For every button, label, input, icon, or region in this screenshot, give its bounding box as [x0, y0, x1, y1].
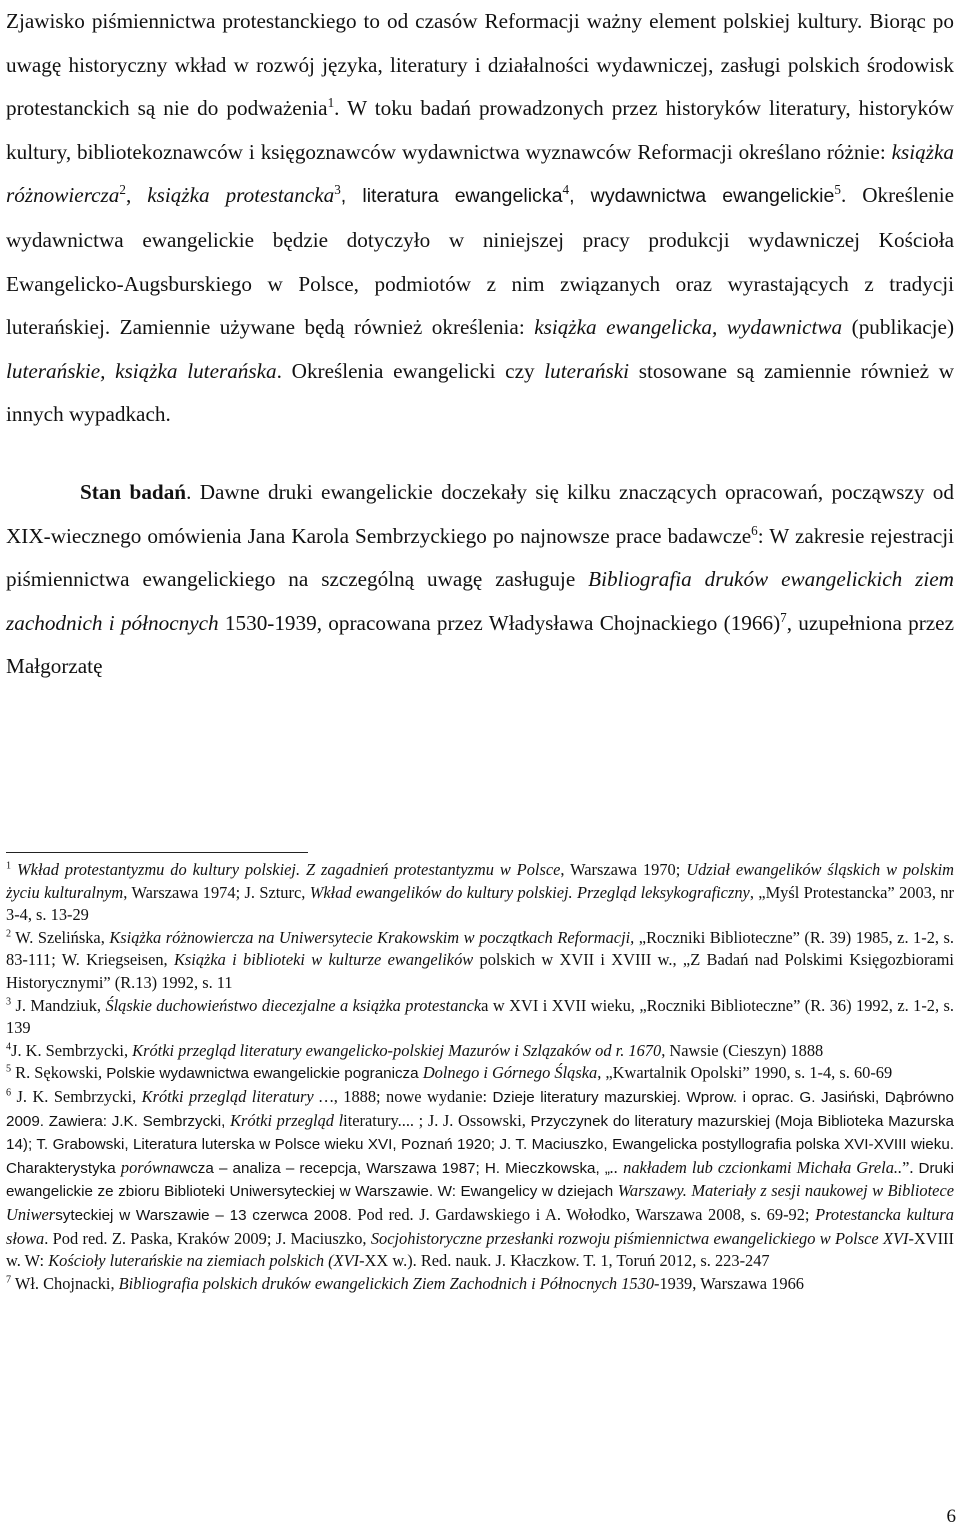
footnote-ref-1[interactable]: 1 [327, 95, 335, 111]
italic-term: luterańskie, książka luterańska [6, 358, 277, 383]
footnote-7 [6, 1273, 954, 1296]
text-span: . Pod red. Z. Paska, Kraków 2009; J. Maciuszko, [44, 1228, 371, 1248]
footnote-2 [6, 927, 954, 995]
italic-title: Wkład ewangelików do kultury polskiej. Przegląd leksykograficzny [309, 882, 750, 902]
footnote-6 [6, 1086, 954, 1273]
text-span: W. Szelińska, [11, 927, 110, 947]
text-span: , Warszawa 1970; [560, 860, 687, 879]
italic-term: książka protestancka [147, 183, 335, 208]
footnote-ref-6[interactable]: 6 [751, 522, 758, 538]
text-span: Dzieje literatury mazurskiej. Wprow. i oprac. G. Jasiński, Dąbrówno 2009. Zawiera: J.K. Sembrzycki, [6, 1088, 955, 1130]
main-text [6, 0, 954, 689]
footnote-separator [6, 852, 308, 853]
italic-title: Protestancka kultura słowa [6, 1204, 954, 1248]
paragraph-definitions [6, 0, 954, 437]
text-span: : W zakresie rejestracji piśmiennictwa ewangelickiego na szczególną uwagę zasługuje [6, 523, 954, 592]
text-span: 1530-1939, opracowana przez Władysława Chojnackiego (1966) [218, 610, 781, 635]
text-span: Przyczynek do literatury mazurskiej (Moja Biblioteka Mazurska 14); T. Grabowski, Literatura luterska w Polsce wieku XVI, Poznań 1920; J. T. Maciuszko, Ewangelicka postyllografia polska XVI-XVIII wieku. Charakterystyka [6, 1112, 954, 1177]
footnotes [6, 859, 954, 1295]
text-span: . Określenia ewangelicki czy [276, 358, 545, 383]
text-span: Pod red. J. Gardawskiego i A. Wołodko, Warszawa 2008, s. 69-92; [351, 1204, 816, 1224]
text-span: , Nawsie (Cieszyn) 1888 [661, 1040, 824, 1060]
text-span: ”. [902, 1157, 919, 1177]
page-content [6, 0, 955, 1293]
text-span: , [125, 183, 148, 208]
italic-title: .. nakładem lub czcionkami Michała Grela.. [609, 1157, 903, 1177]
italic-title: Bibliografia druków ewangelickich ziem zachodnich i północnych [6, 567, 954, 635]
footnote-number: 1 [6, 860, 12, 872]
text-span: , literatura ewangelicka [340, 185, 563, 208]
text-span: 1939, Warszawa 1966 [659, 1273, 804, 1293]
footnote-number: 4 [6, 1041, 12, 1053]
footnote-ref-7[interactable]: 7 [780, 609, 787, 625]
italic-title: Krótki przegląd literatury ewangelicko-polskiej Mazurów i Szlązaków od r. 1670 [132, 1040, 662, 1060]
text-span: , Warszawa 1974; J. Szturc, [123, 882, 310, 902]
footnote-5 [6, 1062, 954, 1086]
text-span: J. Mandziuk, [11, 995, 106, 1015]
text-span: . Dawne druki ewangelickie doczekały się kilku znaczących opracowań, począwszy od XIX-wiecznego omówienia Jana Karola Sembrzyckiego po najnowsze prace badawcze [6, 479, 954, 548]
text-span: (publikacje) [842, 315, 954, 340]
footnote-number: 5 [6, 1063, 12, 1075]
text-span: a w XVI i XVII wieku, „Roczniki Biblioteczne” (R. 36) 1992, z. 1-2, s. 139 [6, 995, 954, 1038]
text-span: XVIII w. W: [6, 1228, 954, 1271]
text-span: „Roczniki Biblioteczne” (R. 39) 1985, z. 1-2, s. 83-111; W. Kriegseisen, [6, 927, 954, 970]
footnote-4 [6, 1040, 954, 1063]
text-span: wcza – analiza – recepcja, Warszawa 1987; H. Mieczkowska, „ [179, 1159, 610, 1177]
text-span: J. K. Sembrzycki, [11, 1040, 133, 1060]
italic-title: Krótki przegląd l [230, 1110, 344, 1130]
italic-term: książka różnowiercza [6, 139, 954, 208]
text-span: iteratury.... ; J. J. Ossowski, [343, 1110, 531, 1130]
footnote-ref-3[interactable]: 3 [334, 182, 341, 198]
footnote-number: 6 [6, 1087, 12, 1099]
paragraph-research-state [6, 471, 954, 689]
text-span: . Określenie wydawnictwa ewangelickie będzie dotyczyło w niniejszej pracy produkcji wydawniczej Kościoła Ewangelicko-Augsburskiego w Polsce, podmiotów z nim związanych oraz wyrastających z tradycji luterańskiej. Zamiennie używane będą również określenia: [6, 183, 955, 340]
text-span: stosowane są zamiennie również w innych wypadkach. [6, 358, 954, 427]
italic-title: Wkład protestantyzmu do kultury polskiej. Z zagadnień protestantyzmu w Polsce [17, 860, 561, 879]
footnote-ref-5[interactable]: 5 [834, 182, 841, 198]
text-span: , wydawnictwa ewangelickie [569, 185, 835, 208]
italic-title: Udział ewangelików śląskich w polskim życiu kulturalnym [6, 860, 954, 902]
text-span: XX w.). Red. nauk. J. Kłaczkow. T. 1, Toruń 2012, s. 223-247 [364, 1251, 770, 1271]
text-span: syteckiej w Warszawie – 13 czerwca 2008. [55, 1206, 352, 1224]
text-span: . W toku badań prowadzonych przez historyków literatury, historyków kultury, bibliotekoznawców i księgoznawców wydawnictwa wyznawców Reformacji określano różnie: [6, 96, 954, 164]
text-span: J. K. Sembrzycki, [11, 1086, 142, 1106]
italic-title: Książka różnowiercza na Uniwersytecie Krakowskim w początkach Reformacji, [109, 927, 635, 947]
footnote-ref-4[interactable]: 4 [562, 182, 570, 198]
text-span: polskich w XVII i XVIII w., „Z Badań nad Polskimi Księgozbiorami Historycznymi” (R.13) 1992, s. 11 [6, 950, 954, 992]
text-span: , 1888; nowe wydanie: [333, 1086, 493, 1106]
text-span: , uzupełniona przez Małgorzatę [6, 610, 954, 679]
footnote-1 [6, 859, 954, 927]
paragraph-gap [6, 437, 954, 471]
page-number: 6 [946, 1506, 956, 1527]
italic-term: luterański [544, 358, 630, 383]
italic-title: Dolnego i Górnego Śląska [422, 1063, 598, 1083]
italic-title: Bibliografia polskich druków ewangelickich Ziem Zachodnich i Północnych 1530- [118, 1273, 660, 1293]
text-span: Druki ewangelickie ze zbioru Biblioteki Uniwersyteckiej w Warszawie. W: Ewangelicy w dziejach [6, 1159, 954, 1201]
italic-title: Książka i biblioteki w kulturze ewangelików [173, 950, 474, 970]
italic-title: Śląskie duchowieństwo diecezjalne a książka protestanck [105, 995, 482, 1015]
text-span: Zjawisko piśmiennictwa protestanckiego to od czasów Reformacji ważny element polskiej kultury. Biorąc po uwagę historyczny wkład w rozwój języka, literatury i działalności wydawniczej, zasługi polskich środowisk protestanckich są nie do podważenia [6, 9, 954, 121]
text-span: , „Kwartalnik Opolski” 1990, s. 1-4, s. 60-69 [597, 1063, 893, 1083]
section-heading: Stan badań [80, 479, 187, 504]
italic-title: Kościoły luterańskie na ziemiach polskich (XVI- [48, 1251, 365, 1271]
text-span: Wł. Chojnacki, [11, 1273, 119, 1293]
italic-title: Warszawy. Materiały z sesji naukowej w Bibliotece Uniwer [6, 1181, 954, 1224]
footnote-number: 2 [6, 928, 12, 940]
italic-title: porówna [120, 1157, 180, 1177]
text-span: , „Myśl Protestancka” 2003, nr 3-4, s. 13-29 [6, 882, 954, 925]
footnote-3 [6, 995, 954, 1040]
footnote-number: 7 [6, 1274, 12, 1286]
footnote-ref-2[interactable]: 2 [119, 182, 126, 198]
text-span: R. Sękowski, [11, 1063, 107, 1083]
italic-title: Krótki przegląd literatury … [141, 1086, 334, 1106]
italic-term: książka ewangelicka, wydawnictwa [534, 315, 843, 340]
footnote-number: 3 [6, 996, 12, 1008]
text-span: Polskie wydawnictwa ewangelickie pogranicza [106, 1065, 423, 1083]
italic-title: Socjohistoryczne przesłanki rozwoju piśmiennictwa ewangelickiego w Polsce XVI- [370, 1228, 914, 1248]
